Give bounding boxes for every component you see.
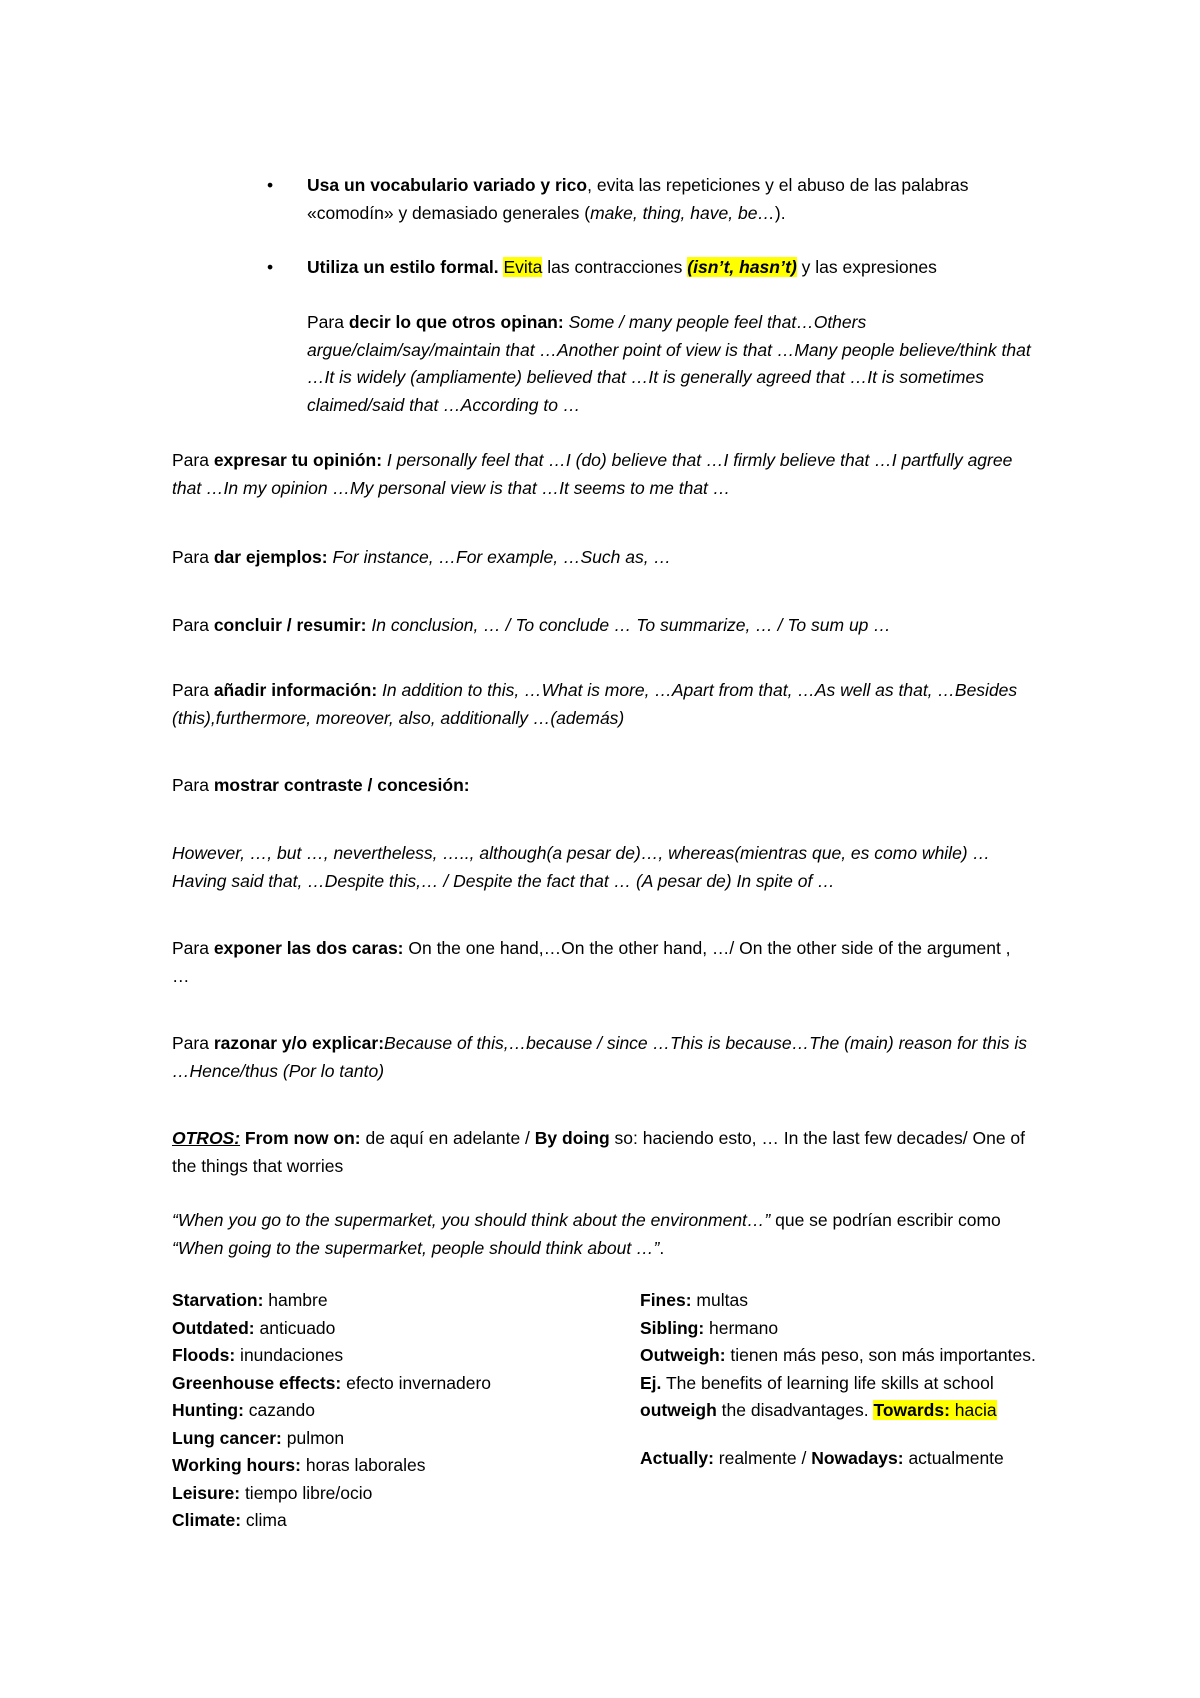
- vocabulary-list-left: [172, 1287, 612, 1535]
- vocab-item: Outdated: anticuado: [172, 1317, 336, 1338]
- vocab-item-actually: Actually: realmente / Nowadays: actualmente: [640, 1447, 1004, 1468]
- vocab-item: Leisure: tiempo libre/ocio: [172, 1482, 373, 1503]
- quote-paragraph: “When you go to the supermarket, you should think about the environment…” que se podrían escribir como “When going to the supermarket, people should think about …”.: [172, 1210, 1001, 1258]
- two-sides-paragraph: Para exponer las dos caras: On the one hand,…On the other hand, …/ On the other side of the argument , …: [172, 938, 1011, 986]
- conclude-paragraph: Para concluir / resumir: In conclusion, … / To conclude … To summarize, … / To sum up …: [172, 615, 891, 635]
- bullet-vocabulary: Usa un vocabulario variado y rico, evita las repeticiones y el abuso de las palabras «comodín» y demasiado generales (make, thing, have, be…).: [307, 175, 969, 223]
- vocab-item: Lung cancer: pulmon: [172, 1427, 345, 1448]
- others-opinion-paragraph: Para decir lo que otros opinan: Some / many people feel that…Others argue/claim/say/maintain that …Another point of view is that …Many people believe/think that …It is widely (ampliamente) believed that …It is generally agreed that …It is sometimes claimed/said that …According to …: [307, 312, 1031, 415]
- vocab-item: Starvation: hambre: [172, 1290, 328, 1310]
- vocab-item-outweigh: Outweigh: tienen más peso, son más importantes. Ej. The benefits of learning life skills at school outweigh the disadvantages. Towards: hacia: [640, 1345, 1036, 1420]
- contrast-heading: Para mostrar contraste / concesión:: [172, 775, 470, 795]
- examples-paragraph: Para dar ejemplos: For instance, …For example, …Such as, …: [172, 547, 671, 567]
- vocab-item: Hunting: cazando: [172, 1400, 315, 1420]
- vocab-item: Working hours: horas laborales: [172, 1455, 426, 1475]
- add-info-paragraph: Para añadir información: In addition to this, …What is more, …Apart from that, …As well as that, …Besides (this),furthermore, moreover, also, additionally …(además): [172, 680, 1018, 728]
- vocab-item-sibling: Sibling: hermano: [640, 1317, 779, 1338]
- reasoning-paragraph: Para razonar y/o explicar:Because of this,…because / since …This is because…The (main) reason for this is …Hence/thus (Por lo tanto): [172, 1033, 1027, 1081]
- vocab-item: Floods: inundaciones: [172, 1345, 344, 1365]
- contrast-paragraph: However, …, but …, nevertheless, ….., although(a pesar de)…, whereas(mientras que, es como while) …Having said that, …Despite this,… / Despite the fact that … (A pesar de) In spite of …: [172, 843, 990, 891]
- bullet-marker: •: [267, 257, 274, 277]
- otros-paragraph: OTROS: From now on: de aquí en adelante / By doing so: haciendo esto, … In the last few decades/ One of the things that worries: [172, 1128, 1026, 1176]
- vocab-item: Climate: clima: [172, 1510, 287, 1530]
- vocabulary-list-right: [640, 1287, 1040, 1472]
- own-opinion-paragraph: Para expresar tu opinión: I personally feel that …I (do) believe that …I firmly believe that …I partfully agree that …In my opinion …My personal view is that …It seems to me that …: [172, 450, 1013, 498]
- bullet-formal-style: Utiliza un estilo formal. Evita las contracciones (isn’t, hasn’t) y las expresiones: [307, 257, 937, 277]
- vocab-item-fines: Fines: multas: [640, 1290, 748, 1310]
- bullet-marker: •: [267, 175, 274, 195]
- vocab-item: Greenhouse effects: efecto invernadero: [172, 1372, 492, 1393]
